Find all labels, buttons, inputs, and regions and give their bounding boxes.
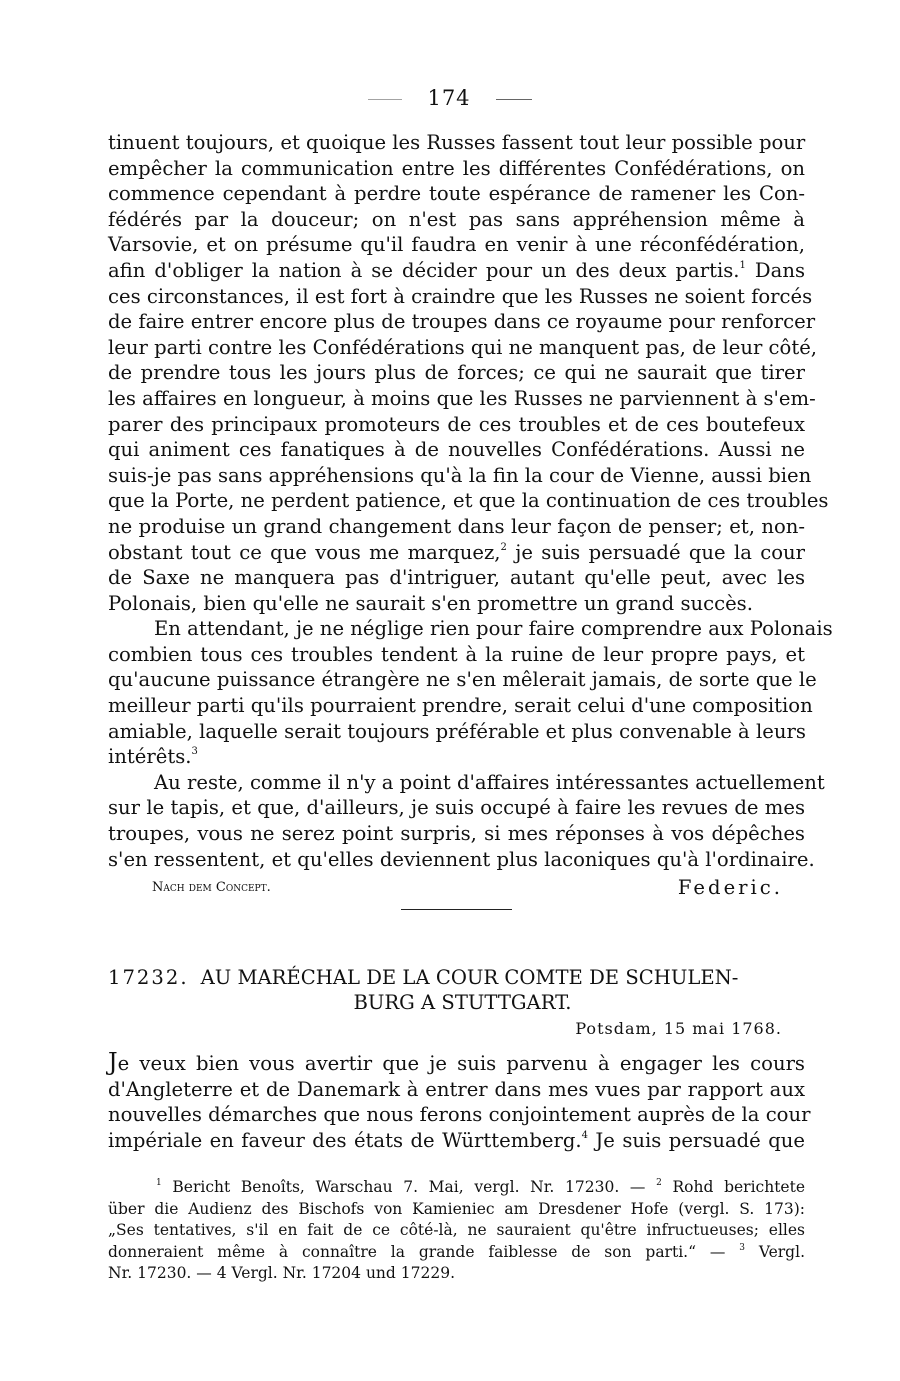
heading-line: BURG A STUTTGART. [353,991,572,1014]
text-segment: intérêts. [108,745,192,769]
text-line [108,1128,805,1154]
text-line [108,540,805,566]
text-line: qu'aucune puissance étrangère ne s'en mêlerait jamais, de sorte que le [108,668,817,692]
text-line: tinuent toujours, et quoique les Russes fassent tout leur possible pour [108,131,806,154]
text-line: troupes, vous ne serez point surpris, si mes réponses à vos dépêches [108,822,805,846]
text-line: de faire entrer encore plus de troupes dans ce royaume pour renforcer [108,310,816,334]
text-segment: Bericht Benoîts, Warschau 7. Mai, vergl. Nr. 17230. — [161,1178,657,1196]
footnotes [108,1177,805,1285]
text-line: parer des principaux promoteurs de ces troubles et de ces boutefeux [108,412,805,436]
text-segment: Vergl. [744,1242,805,1261]
paragraph [108,770,825,872]
dateline: Potsdam, 15 mai 1768. [575,1019,782,1038]
text-segment: Dans [745,258,805,282]
header-rule-right [496,99,532,100]
text-line: fédérés par la douceur; on n'est pas sans appréhension même à [108,207,805,231]
document-number: 17232. [108,966,189,989]
footnote-marker: 2 [656,1178,662,1188]
footnote-marker: 3 [739,1242,745,1253]
footnote-line [108,1242,805,1264]
text-line: s'en ressentent, et qu'elles deviennent plus laconiques qu'à l'ordinaire. [108,847,815,871]
text-segment: e veux bien vous avertir que je suis parvenu à engager les cours [117,1052,805,1075]
letter-body [108,130,833,872]
paragraph [108,130,829,616]
source-note: Nach dem Concept. [152,880,271,895]
footnote-marker: 1 [739,259,746,271]
text-segment: donneraient même à connaître la grande faiblesse de son parti.“ — [108,1242,740,1261]
section-divider [401,909,512,910]
footnote-line: Nr. 17230. — 4 Vergl. Nr. 17204 und 17229. [108,1264,455,1283]
text-line: empêcher la communication entre les différentes Confédérations, on [108,156,805,180]
text-line: suis-je pas sans appréhensions qu'à la fin la cour de Vienne, aussi bien [108,463,812,487]
text-line: sur le tapis, et que, d'ailleurs, je suis occupé à faire les revues de mes [108,796,805,820]
document-heading [108,965,805,1015]
second-letter-body [108,1048,811,1153]
text-line: d'Angleterre et de Danemark à entrer dans mes vues par rapport aux [108,1077,805,1101]
footnote-marker: 4 [581,1129,588,1141]
text-line: combien tous ces troubles tendent à la ruine de leur propre pays, et [108,642,805,666]
text-segment: obstant tout ce que vous me marquez, [108,540,501,564]
footnote-line [108,1177,805,1199]
text-line [108,1050,805,1077]
paragraph [108,616,833,770]
text-line: que la Porte, ne perdent patience, et que la continuation de ces troubles [108,489,829,513]
text-line: de Saxe ne manquera pas d'intriguer, autant qu'elle peut, avec les [108,566,805,590]
text-segment: impériale en faveur des états de Württemberg. [108,1128,582,1152]
footnote-marker: 3 [191,746,198,758]
text-line: ces circonstances, il est fort à craindre que les Russes ne soient forcés [108,284,813,308]
signature: Federic. [677,876,783,899]
text-line: leur parti contre les Confédérations qui ne manquent pas, de leur côté, [108,335,818,359]
text-line: amiable, laquelle serait toujours préférable et plus convenable à leurs [108,719,806,743]
text-line: de prendre tous les jours plus de forces; ce qui ne saurait que tirer [108,361,805,385]
text-line: Au reste, comme il n'y a point d'affaires intéressantes actuellement [154,770,825,794]
signature-row [108,876,805,900]
text-segment: je suis persuadé que la cour [506,540,805,564]
heading-text: AU MARÉCHAL DE LA COUR COMTE DE SCHULEN- [200,966,739,989]
footnote-marker: 2 [500,541,507,553]
drop-cap: J [108,1048,118,1076]
text-line: ne produise un grand changement dans leur façon de penser; et, non- [108,514,805,538]
text-segment: afin d'obliger la nation à se décider pour un des deux partis. [108,258,740,282]
text-line: Polonais, bien qu'elle ne saurait s'en promettre un grand succès. [108,591,753,615]
heading-line [108,965,805,990]
text-line: les affaires en longueur, à moins que les Russes ne parviennent à s'em- [108,386,816,410]
text-segment: Je suis persuadé que [587,1128,805,1152]
page-number: 174 [427,86,471,110]
text-line [108,744,805,770]
page-header [0,86,900,110]
header-rule-left [368,99,402,100]
text-line: nouvelles démarches que nous ferons conjointement auprès de la cour [108,1103,811,1127]
text-line [108,258,805,284]
footnote-marker: 1 [156,1178,162,1188]
text-line: En attendant, je ne néglige rien pour faire comprendre aux Polonais [154,617,833,641]
text-segment: Rohd berichtete [661,1178,805,1196]
text-line: Varsovie, et on présume qu'il faudra en venir à une réconfédération, [108,233,805,257]
footnote-line: „Ses tentatives, s'il en fait de ce côté-là, ne sauraient qu'être infructueuses; elles [108,1221,805,1240]
footnote-line: über die Audienz des Bischofs von Kamieniec am Dresdener Hofe (vergl. S. 173): [108,1199,805,1218]
text-line: qui animent ces fanatiques à de nouvelles Confédérations. Aussi ne [108,438,805,462]
text-line: commence cependant à perdre toute espérance de ramener les Con- [108,182,805,206]
text-line: meilleur parti qu'ils pourraient prendre, serait celui d'une composition [108,694,813,718]
